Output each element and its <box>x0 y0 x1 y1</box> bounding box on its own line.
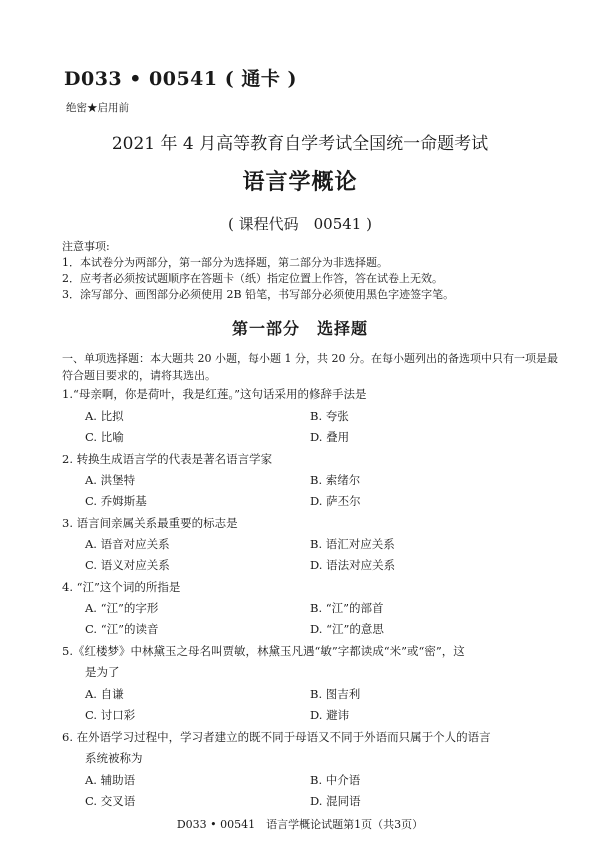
option-d: D. 叠用 <box>310 430 350 444</box>
option-d: D. “江”的意思 <box>310 622 384 636</box>
exam-title: 2021 年 4 月高等教育自学考试全国统一命题考试 <box>111 134 489 154</box>
option-b: B. 图吉利 <box>310 687 361 701</box>
option-c: C. 乔姆斯基 <box>85 494 147 508</box>
note-item: 2．应考者必须按试题顺序在答题卡（纸）指定位置上作答，答在试卷上无效。 <box>62 272 443 285</box>
option-d: D. 萨丕尔 <box>310 494 361 508</box>
option-d: D. 避讳 <box>310 708 350 722</box>
option-a: A. 辅助语 <box>85 773 136 787</box>
option-b: B. 语汇对应关系 <box>310 537 395 551</box>
question-stem: 1.“母亲啊，你是荷叶，我是红莲。”这句话采用的修辞手法是 <box>62 387 367 401</box>
option-c: C. 语义对应关系 <box>85 558 170 572</box>
secret-label: 绝密★启用前 <box>66 102 129 114</box>
option-b: B. 中介语 <box>310 773 361 787</box>
option-a: A. 自谦 <box>85 687 124 701</box>
option-a: A. 洪堡特 <box>85 473 136 487</box>
question-stem: 2. 转换生成语言学的代表是著名语言学家 <box>62 452 273 466</box>
page-footer: D033 • 00541 语言学概论试题第1页（共3页） <box>176 818 424 831</box>
option-b: B. “江”的部首 <box>310 601 384 615</box>
option-b: B. 夸张 <box>310 409 349 423</box>
part-title: 第一部分 选择题 <box>231 319 368 338</box>
section-head: 一、单项选择题：本大题共 20 小题，每小题 1 分，共 20 分。在每小题列出的备选项中只有一项是最符合题目要求的，请将其选出。 <box>62 352 558 382</box>
option-a: A. 比拟 <box>85 409 124 423</box>
option-a: A. “江”的字形 <box>85 601 159 615</box>
option-a: A. 语音对应关系 <box>85 537 170 551</box>
option-c: C. 交叉语 <box>85 794 136 808</box>
option-c: C. 比喻 <box>85 430 124 444</box>
option-c: C. 讨口彩 <box>85 708 136 722</box>
note-item: 1．本试卷分为两部分，第一部分为选择题，第二部分为非选择题。 <box>62 256 388 269</box>
option-b: B. 索绪尔 <box>310 473 361 487</box>
option-d: D. 混同语 <box>310 794 361 808</box>
subject-title: 语言学概论 <box>242 169 358 195</box>
paper-code: D033 • 00541 ( 通卡 ) <box>64 68 297 90</box>
note-item: 3．涂写部分、画图部分必须使用 2B 铅笔，书写部分必须使用黑色字迹签字笔。 <box>62 288 455 301</box>
question-stem-continued: 系统被称为 <box>85 751 143 765</box>
question-stem-continued: 是为了 <box>85 665 120 679</box>
question-stem: 3. 语言间亲属关系最重要的标志是 <box>62 516 238 530</box>
option-c: C. “江”的读音 <box>85 622 159 636</box>
question-stem: 4. “江”这个词的所指是 <box>62 580 181 594</box>
course-code: ( 课程代码 00541 ) <box>228 215 372 233</box>
notes-title: 注意事项: <box>62 240 110 253</box>
question-stem: 5.《红楼梦》中林黛玉之母名叫贾敏，林黛玉凡遇“敏”字都读成“米”或“密”，这 <box>62 644 465 658</box>
watermark: ​ <box>353 161 367 194</box>
option-d: D. 语法对应关系 <box>310 558 396 572</box>
question-stem: 6. 在外语学习过程中，学习者建立的既不同于母语又不同于外语而只属于个人的语言 <box>62 730 491 744</box>
